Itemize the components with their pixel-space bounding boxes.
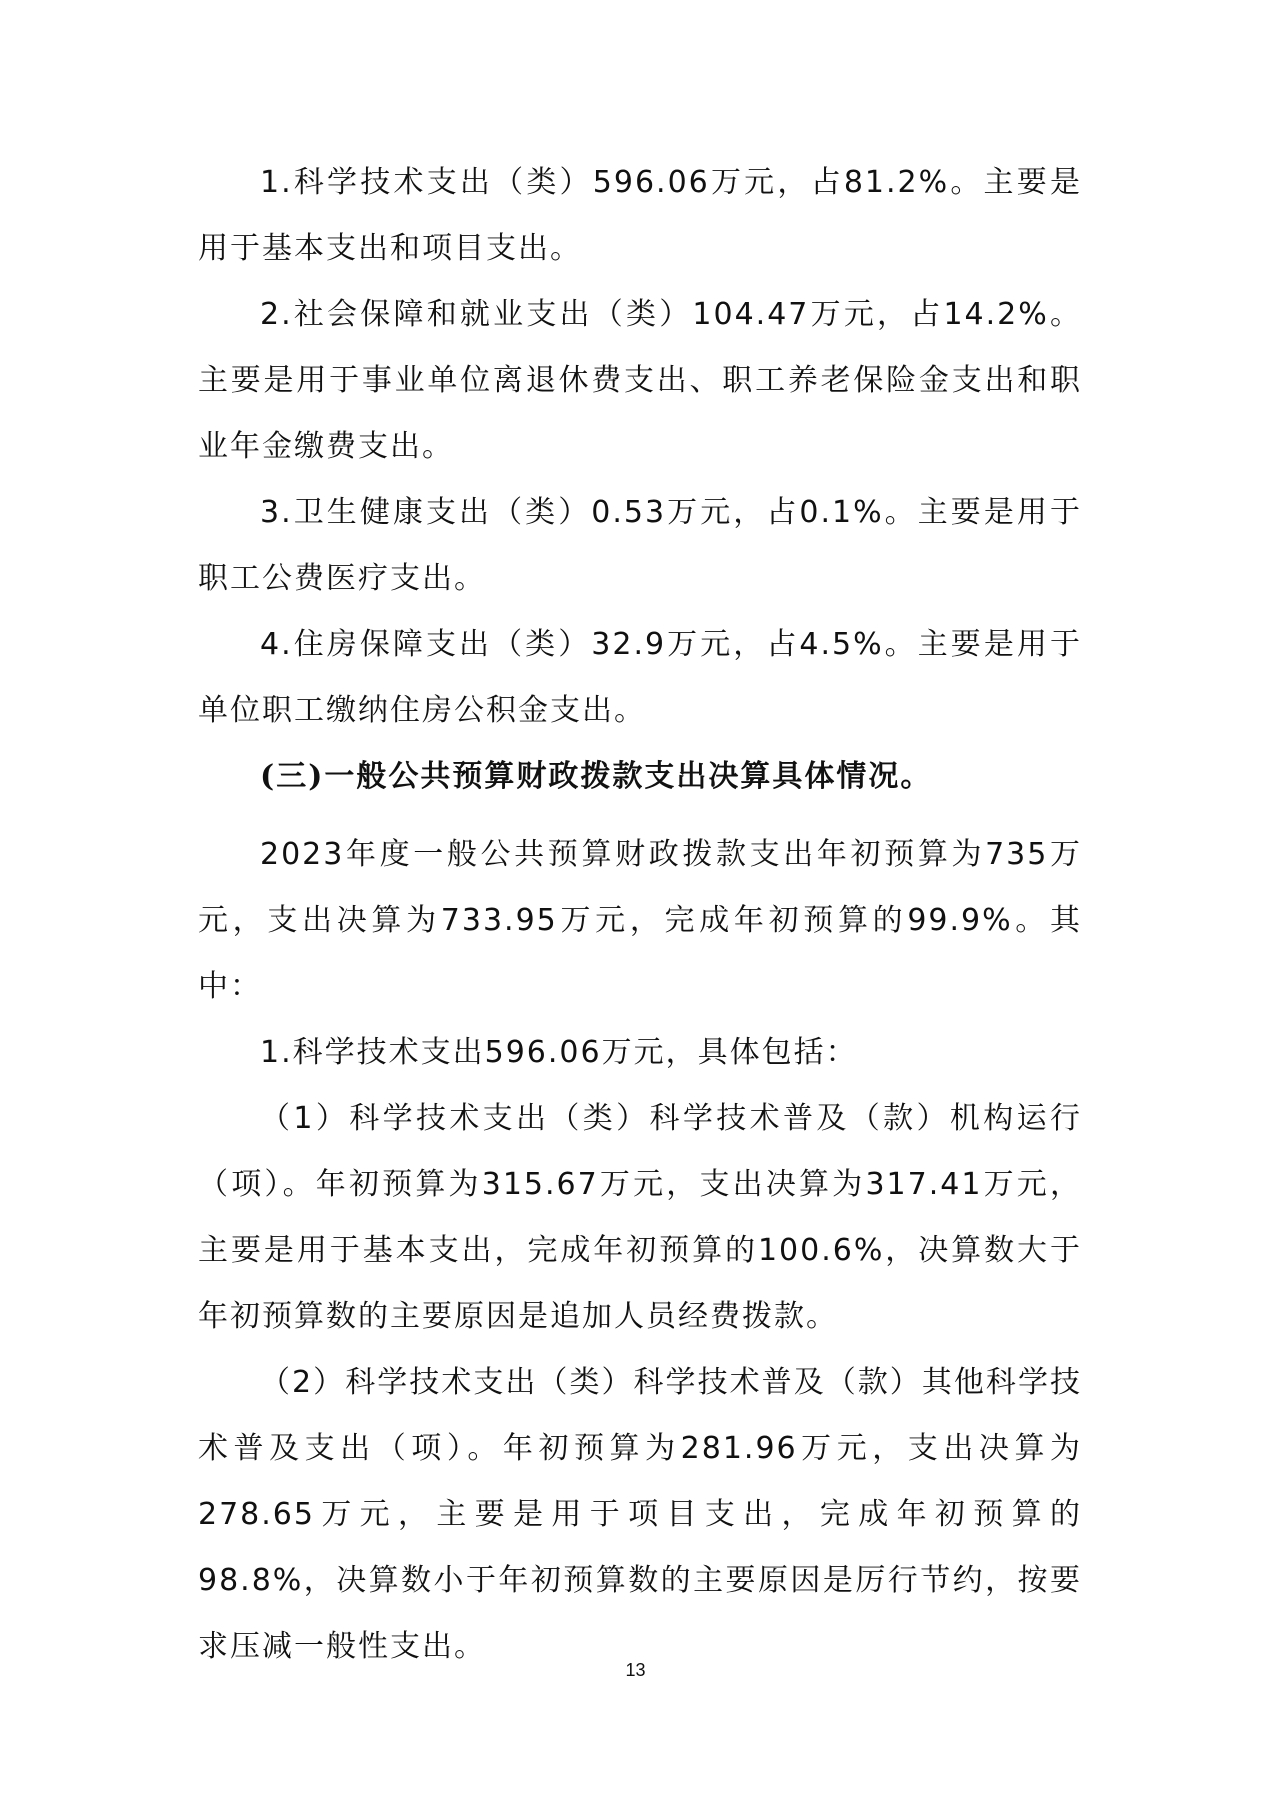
paragraph-item-2: （2）科学技术支出（类）科学技术普及（款）其他科学技术普及支出（项）。年初预算为281.96万元，支出决算为278.65万元，主要是用于项目支出，完成年初预算的98.8%，决算数小于年初预算数的主要原因是厉行节约，按要求压减一般性支出。 — [198, 1365, 1082, 1664]
paragraph-health: 3.卫生健康支出（类）0.53万元，占0.1%。主要是用于职工公费医疗支出。 — [198, 495, 1082, 596]
paragraph-social-security: 2.社会保障和就业支出（类）104.47万元，占14.2%。主要是用于事业单位离退休费支出、职工养老保险金支出和职业年金缴费支出。 — [198, 297, 1082, 464]
paragraph-budget-summary: 2023年度一般公共预算财政拨款支出年初预算为735万元，支出决算为733.95万元，完成年初预算的99.9%。其中： — [198, 837, 1082, 1004]
paragraph-science-detail-intro: 1.科学技术支出596.06万元，具体包括： — [260, 1035, 858, 1070]
paragraph-housing: 4.住房保障支出（类）32.9万元，占4.5%。主要是用于单位职工缴纳住房公积金支出。 — [198, 627, 1082, 728]
section-heading: (三)一般公共预算财政拨款支出决算具体情况。 — [260, 759, 933, 794]
page-number: 13 — [625, 1660, 646, 1680]
page-body — [198, 150, 1082, 1680]
paragraph-science-tech: 1.科学技术支出（类）596.06万元，占81.2%。主要是用于基本支出和项目支出。 — [198, 165, 1082, 266]
paragraph-item-1: （1）科学技术支出（类）科学技术普及（款）机构运行（项）。年初预算为315.67万元，支出决算为317.41万元，主要是用于基本支出，完成年初预算的100.6%，决算数大于年初预算数的主要原因是追加人员经费拨款。 — [198, 1101, 1082, 1334]
